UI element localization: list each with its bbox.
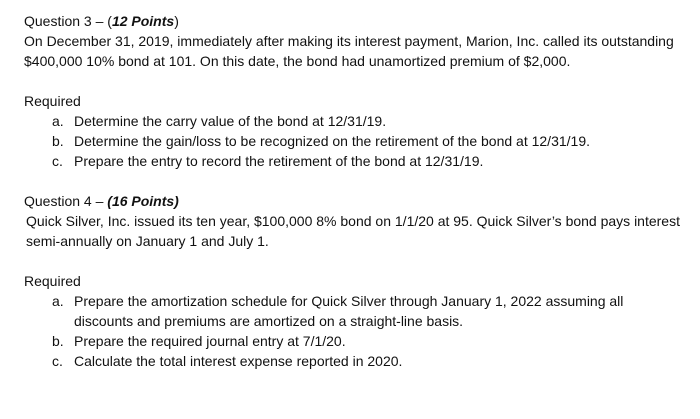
question-4-points: (16 Points) [107,193,179,209]
list-item: c. Prepare the entry to record the retirement of the bond at 12/31/19. [52,153,484,169]
question-3-required-label: Required [24,93,81,109]
question-3-points: 12 Points [111,13,175,29]
question-4-requirements [24,291,684,371]
document [24,11,684,371]
question-3 [24,11,684,171]
question-3-title: Question 3 – (12 Points) [24,13,179,29]
list-item: a. Determine the carry value of the bond at 12/31/19. [52,113,387,129]
question-4-required-label: Required [24,273,81,289]
list-item: b. Determine the gain/loss to be recognized on the retirement of the bond at 12/31/19. [52,133,590,149]
question-3-requirements [24,111,684,171]
question-4-body: Quick Silver, Inc. issued its ten year, $100,000 8% bond on 1/1/20 at 95. Quick Silver’s bond pays interest semi-annually on January 1 and July 1. [26,213,680,249]
list-item: a. Prepare the amortization schedule for Quick Silver through January 1, 2022 assuming all discounts and premiums are amortized on a straight-line basis. [52,293,624,329]
question-4 [24,191,684,371]
list-item: c. Calculate the total interest expense reported in 2020. [52,353,403,369]
question-4-title: Question 4 – (16 Points) [24,193,179,209]
list-item: b. Prepare the required journal entry at 7/1/20. [52,333,346,349]
question-3-body: On December 31, 2019, immediately after making its interest payment, Marion, Inc. called its outstanding $400,000 10% bond at 101. On this date, the bond had unamortized premium of $2,000. [24,33,674,69]
